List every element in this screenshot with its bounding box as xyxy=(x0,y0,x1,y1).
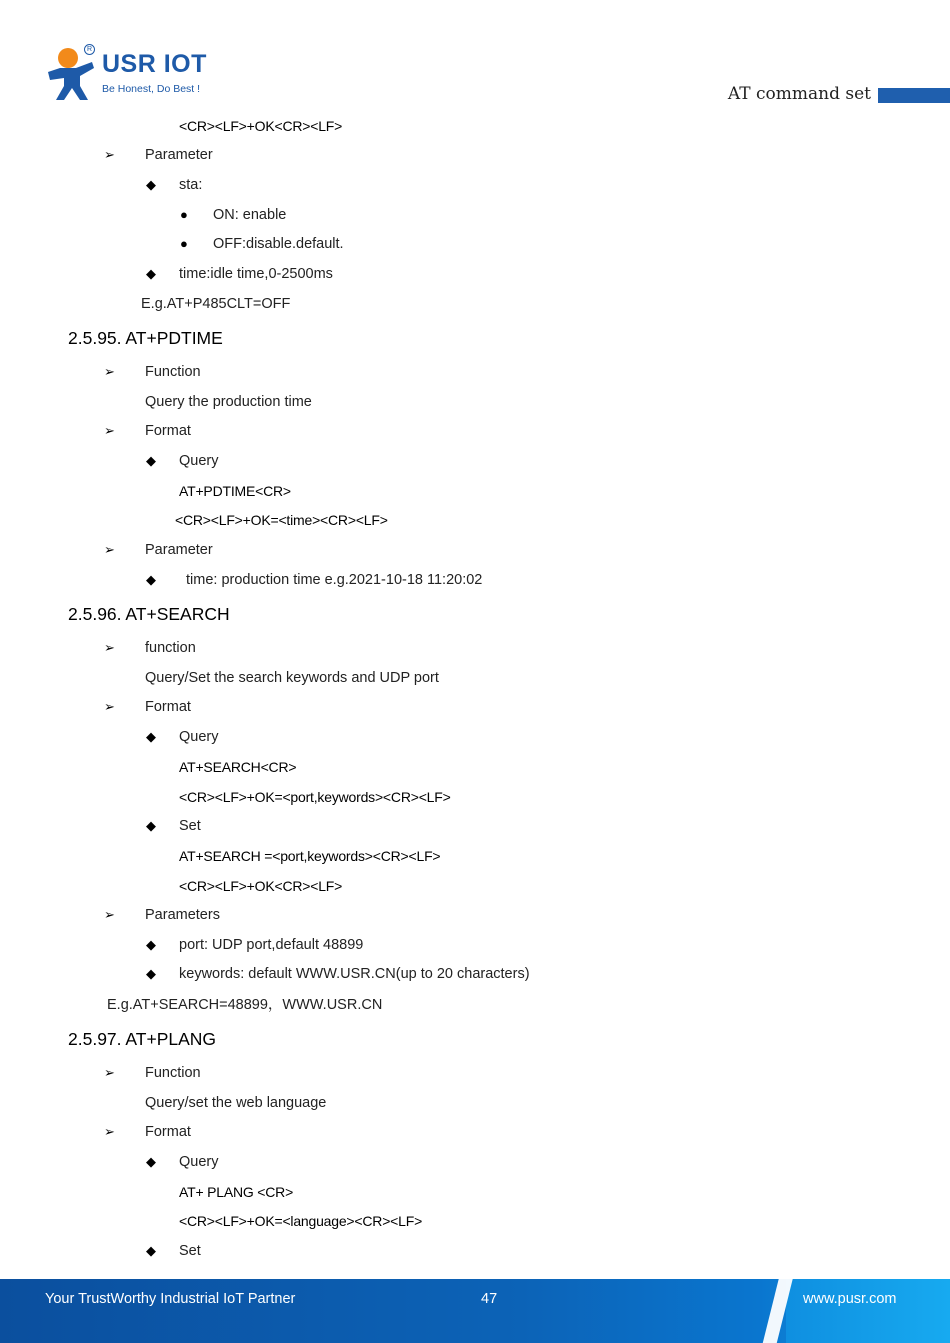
header-accent-bar xyxy=(878,88,950,103)
list-item: Format xyxy=(145,423,191,439)
list-item: keywords: default WWW.USR.CN(up to 20 characters) xyxy=(179,966,530,982)
response-line: <CR><LF>+OK=<language><CR><LF> xyxy=(179,1213,423,1229)
list-item: time: production time e.g.2021-10-18 11:20:02 xyxy=(186,572,483,588)
list-item: Set xyxy=(179,818,201,834)
list-item: Parameters xyxy=(145,907,220,923)
list-item: OFF:disable.default. xyxy=(213,236,344,252)
description-line: Query/Set the search keywords and UDP port xyxy=(145,670,439,686)
document-title: AT command set xyxy=(727,84,871,104)
list-item: sta: xyxy=(179,177,203,193)
list-item: Set xyxy=(179,1243,201,1259)
list-item: ON: enable xyxy=(213,207,287,223)
arrow-bullet-icon: ➢ xyxy=(104,1124,115,1139)
page-number: 47 xyxy=(481,1291,498,1307)
diamond-bullet-icon: ◆ xyxy=(146,937,156,952)
diamond-bullet-icon: ◆ xyxy=(146,177,156,192)
diamond-bullet-icon: ◆ xyxy=(146,1154,156,1169)
diamond-bullet-icon: ◆ xyxy=(146,966,156,981)
example-line: E.g.AT+P485CLT=OFF xyxy=(141,296,291,312)
arrow-bullet-icon: ➢ xyxy=(104,147,115,162)
list-item: time:idle time,0-2500ms xyxy=(179,266,333,282)
description-line: Query the production time xyxy=(145,394,312,410)
arrow-bullet-icon: ➢ xyxy=(104,699,115,714)
arrow-bullet-icon: ➢ xyxy=(104,640,115,655)
company-logo xyxy=(46,46,216,104)
arrow-bullet-icon: ➢ xyxy=(104,1065,115,1080)
list-item: Format xyxy=(145,699,191,715)
section-heading-pdtime: 2.5.95. AT+PDTIME xyxy=(68,328,223,348)
list-item: Parameter xyxy=(145,542,213,558)
brand-slogan: Be Honest, Do Best ! xyxy=(102,83,201,95)
diamond-bullet-icon: ◆ xyxy=(146,266,156,281)
footer-accent-panel xyxy=(786,1279,950,1343)
footer-tagline: Your TrustWorthy Industrial IoT Partner xyxy=(45,1291,296,1307)
command-line: AT+SEARCH<CR> xyxy=(179,759,297,775)
arrow-bullet-icon: ➢ xyxy=(104,364,115,379)
list-item: function xyxy=(145,640,196,656)
brand-name: USR IOT xyxy=(102,50,207,78)
diamond-bullet-icon: ◆ xyxy=(146,453,156,468)
arrow-bullet-icon: ➢ xyxy=(104,542,115,557)
list-item: Function xyxy=(145,1065,201,1081)
command-line: AT+ PLANG <CR> xyxy=(179,1184,294,1200)
footer-website-link[interactable]: www.pusr.com xyxy=(803,1291,897,1307)
response-line: <CR><LF>+OK<CR><LF> xyxy=(179,118,343,134)
command-line: AT+SEARCH =<port,keywords><CR><LF> xyxy=(179,848,441,864)
list-item: Query xyxy=(179,1154,219,1170)
list-item: Query xyxy=(179,453,219,469)
command-line: AT+PDTIME<CR> xyxy=(179,483,291,499)
list-item: Function xyxy=(145,364,201,380)
list-item: Parameter xyxy=(145,147,213,163)
section-heading-plang: 2.5.97. AT+PLANG xyxy=(68,1029,217,1049)
response-line: <CR><LF>+OK<CR><LF> xyxy=(179,878,343,894)
arrow-bullet-icon: ➢ xyxy=(104,423,115,438)
list-item: port: UDP port,default 48899 xyxy=(179,937,364,953)
example-line: E.g.AT+SEARCH=48899，WWW.USR.CN xyxy=(107,997,383,1013)
response-line: <CR><LF>+OK=<port,keywords><CR><LF> xyxy=(179,789,451,805)
diamond-bullet-icon: ◆ xyxy=(146,729,156,744)
description-line: Query/set the web language xyxy=(145,1095,327,1111)
dot-bullet-icon: ● xyxy=(180,236,188,251)
diamond-bullet-icon: ◆ xyxy=(146,1243,156,1258)
registered-mark: R xyxy=(84,44,95,55)
diamond-bullet-icon: ◆ xyxy=(146,818,156,833)
diamond-bullet-icon: ◆ xyxy=(146,572,156,587)
response-line: <CR><LF>+OK=<time><CR><LF> xyxy=(175,512,388,528)
section-heading-search: 2.5.96. AT+SEARCH xyxy=(68,604,230,624)
list-item: Format xyxy=(145,1124,191,1140)
page-footer xyxy=(0,1279,950,1343)
arrow-bullet-icon: ➢ xyxy=(104,907,115,922)
list-item: Query xyxy=(179,729,219,745)
dot-bullet-icon: ● xyxy=(180,207,188,222)
